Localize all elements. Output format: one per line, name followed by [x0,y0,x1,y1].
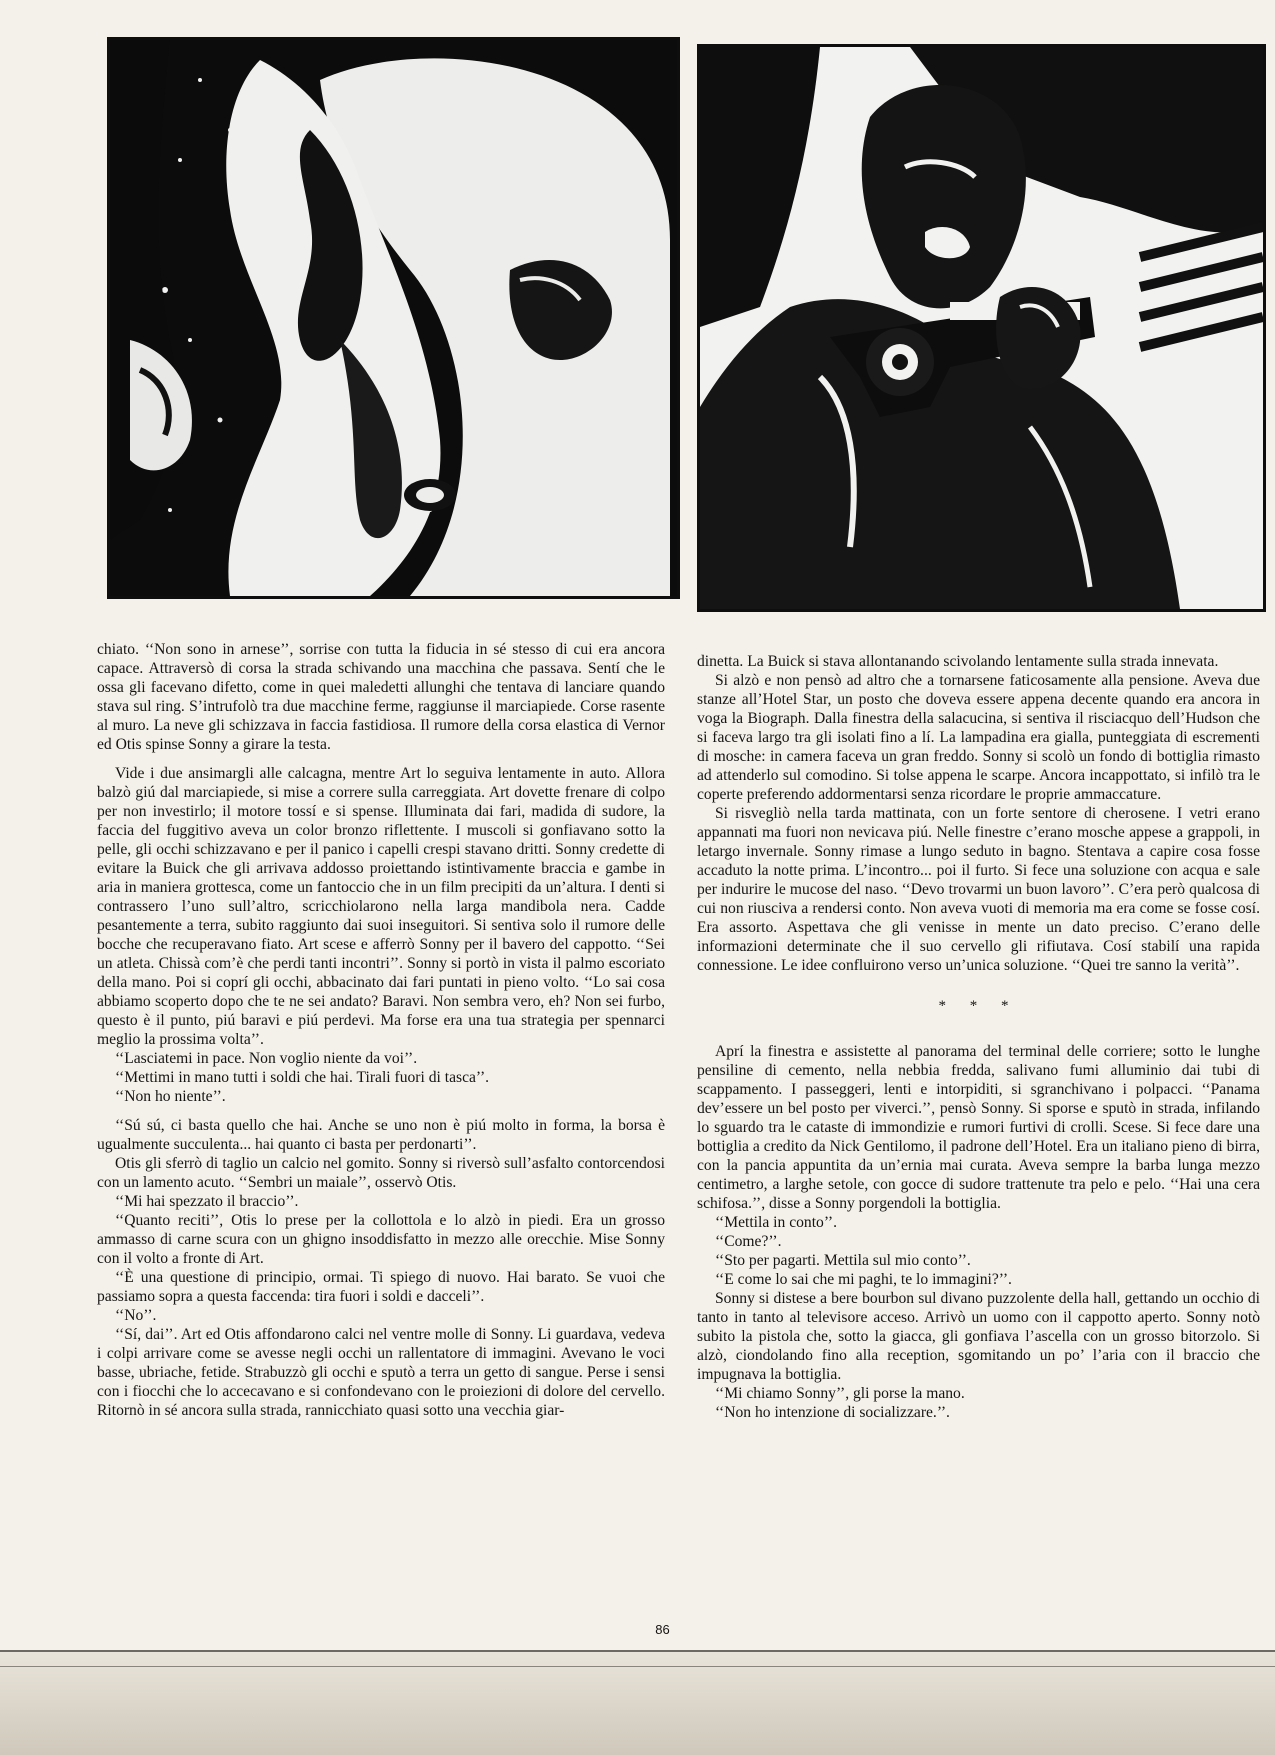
paragraph: chiato. ‘‘Non sono in arnese’’, sorrise con tutta la fiducia in sé stesso di cui era ancora capace. Attraversò di corsa la strada schivando una macchina che passava. Sentí che le ossa gli facevano difetto, come in quei maledetti allunghi che tentava di lanciare quando stava sul ring. S’intrufolò tra due macchine ferme, raggiunse il marciapiede. Corse rasente al muro. La neve gli schizzava in faccia fastidiosa. Il rumore della corsa elastica di Vernor ed Otis spinse Sonny a girare la testa. [97,641,665,753]
paragraph: ‘‘No’’. [115,1307,157,1324]
figure-in-snow-icon [110,40,677,596]
page-number: 86 [655,1622,670,1637]
paragraph: ‘‘Sú sú, ci basta quello che hai. Anche se uno non è piú molto in forma, la borsa è ugualmente succulenta... hai quanto ci basta per perdonarti’’. [97,1117,665,1153]
paragraph: ‘‘Non ho intenzione di socializzare.’’. [715,1404,950,1421]
text-column-left [97,640,665,1420]
paragraph: ‘‘Come?’’. [715,1233,782,1250]
paragraph: ‘‘Mettila in conto’’. [715,1214,837,1231]
paragraph: ‘‘Sí, dai’’. Art ed Otis affondarono calci nel ventre molle di Sonny. Li guardava, vedeva i colpi arrivare come se avesse negli occhi un rallentatore di immagini. Avevano le voci basse, ubriache, fetide. Strabuzzò gli occhi e sputò a terra un getto di sangue. Perse i sensi con i fiocchi che lo accecavano e si confondevano con le proiezioni di dolore del cervello. Ritornò in sé ancora sulla strada, rannicchiato quasi sotto una vecchia giar- [97,1326,665,1419]
comic-panel-left [107,37,680,599]
text-column-right [697,652,1260,1422]
paragraph: ‘‘Mi hai spezzato il braccio’’. [115,1193,299,1210]
page-bottom-edge [0,1650,1275,1755]
paragraph: Si alzò e non pensò ad altro che a tornarsene faticosamente alla pensione. Aveva due stanze all’Hotel Star, un posto che doveva essere appena decente quando era ancora in voga la Biograph. Dalla finestra della salacucina, si sentiva il risciacquo dell’Hudson che si faceva largo tra gli isolati fino a lí. La lampadina era gialla, punteggiata di escrementi di mosche: in camera faceva un gran freddo. Sonny si scolò un fondo di bottiglia rimasto ad attenderlo sul comodino. Si tolse appena le scarpe. Ancora incappottato, si infilò tra le coperte preferendo addormentarsi senza ricordare le proprie ammaccature. [697,672,1260,803]
paragraph: Vide i due ansimargli alle calcagna, mentre Art lo seguiva lentamente in auto. Allora balzò giú dal marciapiede, si mise a correre sulla carreggiata. Art dovette frenare di colpo per non investirlo; il motore tossí e si spense. Illuminata dai fari, madida di sudore, la faccia del fuggitivo aveva un color bronzo riflettente. I muscoli si gonfiavano sotto la pelle, gli occhi schizzavano e per il panico i capelli crespi stavano dritti. Sonny credette di evitare la Buick che gli arrivava addosso proiettando istintivamente braccia e gambe in aria in maniera grottesca, come un fantoccio che in un film precipiti da un’altura. I denti si contrassero l’uno sull’altro, scricchiolarono nella larga mandibola nera. Cadde pesantemente a terra, subito raggiunto dai suoi inseguitori. Si sentiva solo il rumore delle bocche che recuperavano fiato. Art scese e afferrò Sonny per il bavero del cappotto. ‘‘Sei un atleta. Chissà com’è che perdi tanti incontri’’. Sonny si portò in vista il palmo escoriato della mano. Poi si coprí gli occhi, abbacinato dai fari puntati in pieno volto. ‘‘Lo sai cosa abbiamo scoperto dopo che te ne sei andato? Baravi. Non sembra vero, eh? Non sei furbo, questo è il punto, piú baravi e piú perdevi. Ma forse era una tua strategia per spennarci meglio la prossima volta’’. [97,765,665,1048]
section-break: * * * [938,998,1019,1014]
paragraph: ‘‘Mettimi in mano tutti i soldi che hai. Tirali fuori di tasca’’. [115,1069,490,1086]
paragraph: Aprí la finestra e assistette al panorama del terminal delle corriere; sotto le lunghe pensiline di cemento, nella nebbia fredda, salivano fumi alluminio dai tubi di scappamento. I passeggeri, lenti e intorpiditi, si sgranchivano i polpacci. ‘‘Panama dev’essere un bel posto per viverci.’’, pensò Sonny. Si sporse e sputò in strada, infilando lo sguardo tra le cataste di immondizie e rumori furtivi di crolli. Scese. Si fece dare una bottiglia a credito da Nick Gentilomo, il padrone dell’Hotel. Era un italiano pieno di birra, con la pancia appuntita da un’ernia mai curata. Aveva sempre la barba lunga mezzo centimetro, a larghe setole, con gocce di sudore trattenute tra pelo e pelo. ‘‘Hai una cera schifosa.’’, disse a Sonny porgendoli la bottiglia. [697,1043,1260,1212]
paragraph: ‘‘È una questione di principio, ormai. Ti spiego di nuovo. Hai barato. Se vuoi che passiamo sopra a questa faccenda: tira fuori i soldi e dacceli’’. [97,1269,665,1305]
man-with-revolver-icon [700,47,1263,609]
paragraph: ‘‘E come lo sai che mi paghi, te lo immagini?’’. [715,1271,1012,1288]
paragraph: ‘‘Mi chiamo Sonny’’, gli porse la mano. [715,1385,965,1402]
paragraph: ‘‘Sto per pagarti. Mettila sul mio conto’’. [715,1252,971,1269]
paragraph: ‘‘Lasciatemi in pace. Non voglio niente da voi’’. [115,1050,418,1067]
paragraph: Si risvegliò nella tarda mattinata, con un forte sentore di cherosene. I vetri erano appannati ma fuori non nevicava piú. Nelle finestre c’erano mosche appese a grappoli, in letargo invernale. Sonny rimase a lungo seduto in bagno. Stentava a capire cosa fosse accaduto la notte prima. L’incontro... poi il furto. Si fece una soluzione con acqua e sale per indurire le mucose del naso. ‘‘Devo trovarmi un buon lavoro’’. C’era però qualcosa di cui non riusciva a rendersi conto. Non aveva vuoti di memoria ma era come se fosse cosí. Era assorto. Aspettava che gli venisse in mente un dato preciso. C’erano delle informazioni determinate che il suo cervello gli rifiutava. Cosí stabilí una rapida connessione. Le idee confluirono verso un’unica soluzione. ‘‘Quei tre sanno la verità’’. [697,805,1260,974]
paragraph: Sonny si distese a bere bourbon sul divano puzzolente della hall, gettando un occhio di tanto in tanto al televisore acceso. Arrivò un uomo con il cappotto aperto. Sonny notò subito la pistola che, sotto la giacca, gli gonfiava l’ascella con un grosso bitorzolo. Si alzò, ciondolando fino alla reception, sgomitando un po’ l’aria con il braccio che impugnava la bottiglia. [697,1290,1260,1383]
paragraph: ‘‘Non ho niente’’. [115,1088,226,1105]
paragraph: ‘‘Quanto reciti’’, Otis lo prese per la collottola e lo alzò in piedi. Era un grosso ammasso di carne scura con un ghigno insoddisfatto in mezzo alle orecchie. Mise Sonny con il volto a fronte di Art. [97,1212,665,1267]
paragraph: Otis gli sferrò di taglio un calcio nel gomito. Sonny si riversò sull’asfalto contorcendosi con un lamento acuto. ‘‘Sembri un maiale’’, osservò Otis. [97,1155,665,1191]
paragraph: dinetta. La Buick si stava allontanando scivolando lentamente sulla strada innevata. [697,653,1219,670]
comic-panel-right [697,44,1266,612]
